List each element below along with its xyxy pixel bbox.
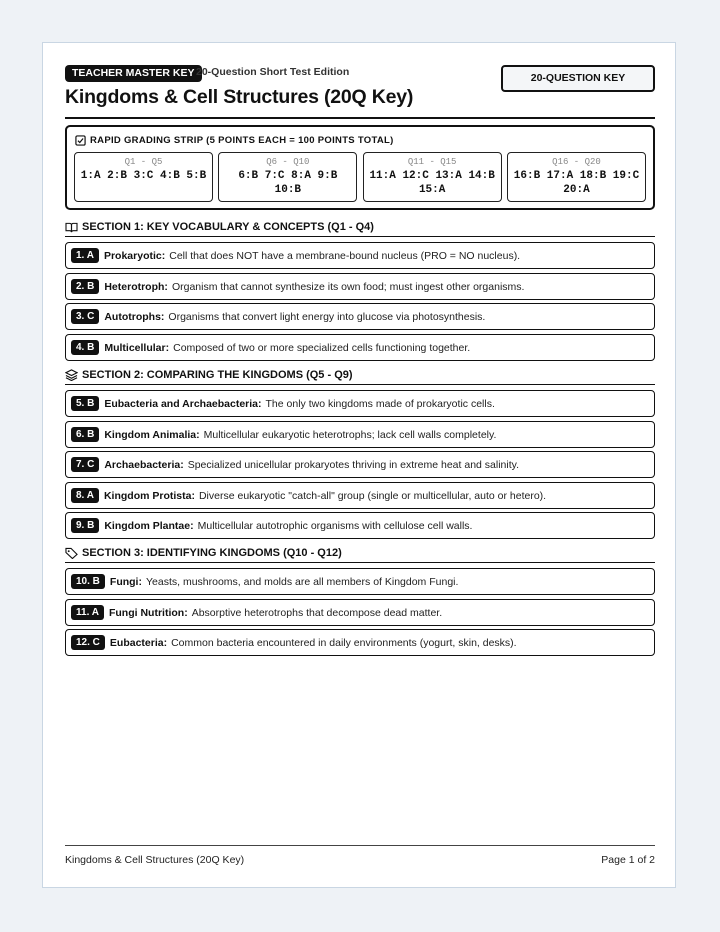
item-term: Autotrophs:	[104, 310, 165, 323]
item-term: Fungi Nutrition:	[108, 606, 188, 619]
item-term: Prokaryotic:	[103, 249, 166, 262]
answer-badge: 5. B	[71, 396, 99, 411]
cell-answers: 1:A 2:B 3:C 4:B 5:B	[80, 170, 207, 182]
item-term: Archaebacteria:	[104, 458, 184, 471]
item-definition: Composed of two or more specialized cells functioning together.	[173, 341, 471, 354]
footer-title: Kingdoms & Cell Structures (20Q Key)	[65, 854, 245, 866]
edition-label: 20-Question Short Test Edition	[196, 66, 350, 78]
item-definition: The only two kingdoms made of prokaryotic cells.	[265, 397, 495, 410]
page-header	[65, 65, 655, 119]
item-definition: Yeasts, mushrooms, and molds are all members of Kingdom Fungi.	[145, 575, 459, 588]
item-definition: Multicellular autotrophic organisms with cellulose cell walls.	[197, 519, 473, 532]
answer-badge: 12. C	[71, 635, 105, 650]
item-definition: Organisms that convert light energy into glucose via photosynthesis.	[168, 310, 486, 323]
answer-badge: 1. A	[71, 248, 99, 263]
item-term: Multicellular:	[104, 341, 170, 354]
answer-badge: 3. C	[71, 309, 99, 324]
grading-strip-title: RAPID GRADING STRIP (5 POINTS EACH = 100 POINTS TOTAL)	[90, 135, 394, 146]
item-term: Kingdom Protista:	[103, 489, 195, 502]
cell-answers: 16:B 17:A 18:B 19:C 20:A	[513, 170, 640, 196]
question-count-box: 20-QUESTION KEY	[501, 65, 655, 92]
item-term: Kingdom Animalia:	[104, 428, 200, 441]
item-term: Fungi:	[109, 575, 142, 588]
answer-badge: 11. A	[71, 605, 104, 620]
section-3-heading	[65, 544, 655, 563]
grading-strip-heading	[75, 135, 394, 146]
cell-range: Q6 - Q10	[266, 157, 310, 167]
section-title: SECTION 2: COMPARING THE KINGDOMS (Q5 - Q9)	[82, 369, 353, 381]
grading-cell-q11-q15	[363, 152, 502, 202]
checkbox-icon	[75, 135, 86, 146]
answer-item	[65, 242, 655, 269]
tag-icon	[65, 547, 78, 559]
answer-item	[65, 512, 655, 539]
answer-badge: 8. A	[71, 488, 99, 503]
item-definition: Cell that does NOT have a membrane-bound nucleus (PRO = NO nucleus).	[169, 249, 521, 262]
answer-badge: 4. B	[71, 340, 99, 355]
layers-icon	[65, 369, 78, 381]
cell-range: Q11 - Q15	[407, 157, 457, 167]
page-title: Kingdoms & Cell Structures (20Q Key)	[65, 86, 414, 108]
answer-item	[65, 451, 655, 478]
item-term: Kingdom Plantae:	[104, 519, 194, 532]
answer-item	[65, 273, 655, 300]
cell-answers: 6:B 7:C 8:A 9:B 10:B	[238, 170, 338, 196]
rapid-grading-strip	[65, 125, 655, 210]
item-term: Eubacteria:	[109, 636, 168, 649]
cell-range: Q16 - Q20	[552, 157, 601, 167]
answer-item	[65, 421, 655, 448]
section-2-heading	[65, 366, 655, 385]
page-footer	[65, 845, 655, 866]
page-number: Page 1 of 2	[601, 854, 655, 866]
answer-badge: 10. B	[71, 574, 105, 589]
grading-cell-q16-q20	[507, 152, 646, 202]
grading-cell-q1-q5	[74, 152, 213, 202]
answer-item	[65, 390, 655, 417]
section-title: SECTION 3: IDENTIFYING KINGDOMS (Q10 - Q12)	[82, 547, 342, 559]
answer-item	[65, 303, 655, 330]
answer-item	[65, 629, 655, 656]
item-term: Eubacteria and Archaebacteria:	[104, 397, 262, 410]
book-icon	[65, 222, 78, 233]
cell-range: Q1 - Q5	[124, 157, 163, 167]
answer-item	[65, 482, 655, 509]
answer-badge: 6. B	[71, 427, 99, 442]
answer-badge: 2. B	[71, 279, 99, 294]
item-definition: Organism that cannot synthesize its own food; must ingest other organisms.	[171, 280, 525, 293]
item-term: Heterotroph:	[104, 280, 168, 293]
answer-item	[65, 599, 655, 626]
answer-badge: 7. C	[71, 457, 99, 472]
worksheet-page	[42, 42, 676, 888]
item-definition: Absorptive heterotrophs that decompose dead matter.	[191, 606, 443, 619]
answer-badge: 9. B	[71, 518, 99, 533]
item-definition: Common bacteria encountered in daily environments (yogurt, skin, desks).	[171, 636, 517, 649]
answer-item	[65, 568, 655, 595]
section-title: SECTION 1: KEY VOCABULARY & CONCEPTS (Q1 - Q4)	[82, 221, 374, 233]
cell-answers: 11:A 12:C 13:A 14:B 15:A	[369, 170, 495, 196]
item-definition: Diverse eukaryotic "catch-all" group (single or multicellular, auto or hetero).	[198, 489, 547, 502]
teacher-key-badge: TEACHER MASTER KEY	[65, 65, 202, 82]
section-1-heading	[65, 218, 655, 237]
grading-cell-q6-q10	[218, 152, 357, 202]
answer-item	[65, 334, 655, 361]
item-definition: Multicellular eukaryotic heterotrophs; lack cell walls completely.	[203, 428, 497, 441]
item-definition: Specialized unicellular prokaryotes thriving in extreme heat and salinity.	[187, 458, 520, 471]
